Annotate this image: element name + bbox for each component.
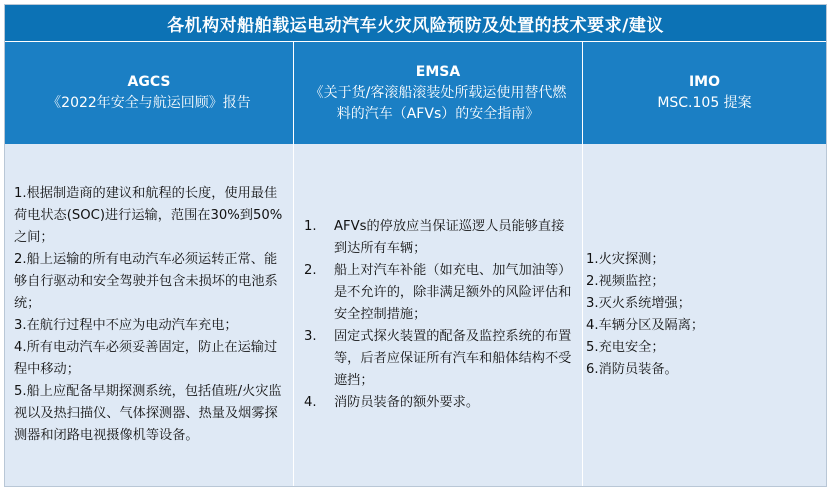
doc-title-emsa: 《关于货/客滚船滚装处所载运使用替代燃料的汽车（AFVs）的安全指南》 [309,84,567,122]
doc-title-imo: MSC.105 提案 [657,95,752,111]
list-item: 3.灭火系统增强； [586,296,691,311]
list-item: 6.消防员装备。 [586,362,678,377]
header-agcs [5,42,294,144]
emsa-list [304,216,574,414]
list-item: 5.船上应配备早期探测系统，包括值班/火灾监视以及热扫描仪、气体探测器、热量及烟雾探测器和闭路电视摄像机等设备。 [14,384,282,443]
agcs-cell [5,144,294,486]
list-item: 2.视频监控； [586,274,665,289]
header-imo [583,42,826,144]
list-item: 2.船上运输的所有电动汽车必须运转正常、能够自行驱动和安全驾驶并包含未损坏的电池系统； [14,252,278,311]
list-item: 1.根据制造商的建议和航程的长度，使用最佳荷电状态(SOC)进行运输，范围在30%到50%之间； [14,186,283,245]
item-text: AFVs的停放应当保证巡逻人员能够直接到达所有车辆； [334,219,565,256]
imo-list [586,249,820,381]
list-item: 1.火灾探测； [586,252,665,267]
list-item [304,392,574,414]
item-text: 固定式探火装置的配备及监控系统的布置等，后者应保证所有汽车和船体结构不受遮挡； [334,329,572,388]
body-row [5,144,826,486]
list-item [304,216,574,260]
doc-title-agcs: 《2022年安全与航运回顾》报告 [47,95,251,111]
item-text: 船上对汽车补能（如充电、加气加油等）是不允许的，除非满足额外的风险评估和安全控制措施； [334,263,572,322]
agcs-list [14,183,287,447]
imo-cell [583,144,826,486]
list-item: 5.充电安全； [586,340,665,355]
item-number: 4. [304,395,317,410]
header-row [5,42,826,144]
item-number: 2. [304,263,317,278]
table-title: 各机构对船舶载运电动汽车火灾风险预防及处置的技术要求/建议 [5,5,826,41]
list-item [304,326,574,392]
org-name-emsa: EMSA [415,63,461,80]
item-number: 1. [304,219,317,234]
list-item: 4.车辆分区及隔离； [586,318,705,333]
org-name-imo: IMO [688,74,721,90]
requirements-table [4,4,827,487]
org-name-agcs: AGCS [127,74,171,90]
list-item: 4.所有电动汽车必须妥善固定，防止在运输过程中移动； [14,340,278,377]
list-item: 3.在航行过程中不应为电动汽车充电； [14,318,238,333]
list-item [304,260,574,326]
item-text: 消防员装备的额外要求。 [334,395,480,410]
item-number: 3. [304,329,317,344]
header-emsa [294,42,583,144]
emsa-cell [294,144,583,486]
